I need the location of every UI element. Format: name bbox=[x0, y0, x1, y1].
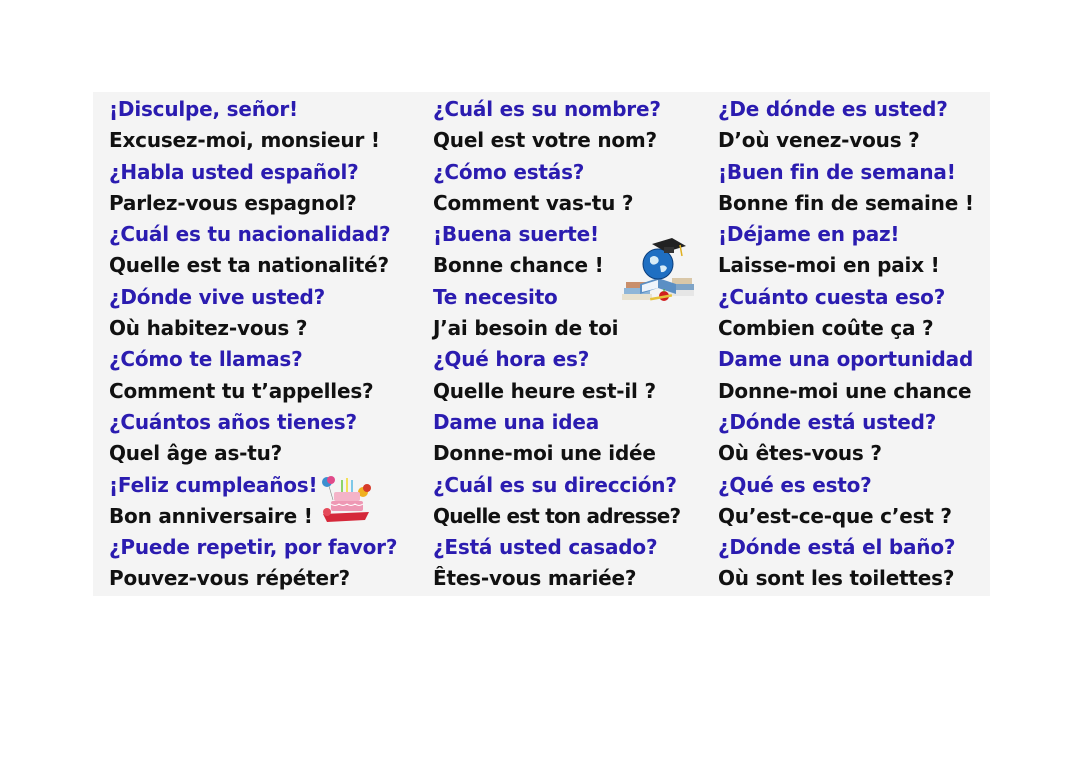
spanish-phrase: ¿Cuál es su nombre? bbox=[433, 97, 661, 121]
french-translation: Où sont les toilettes? bbox=[718, 566, 955, 591]
french-translation: Pouvez-vous répéter? bbox=[109, 566, 350, 591]
spanish-phrase: ¿Dónde está el baño? bbox=[718, 535, 956, 560]
spanish-phrase: ¿Dónde vive usted? bbox=[109, 284, 326, 309]
birthday-cake-icon bbox=[319, 474, 373, 526]
french-translation: Donne-moi une idée bbox=[433, 441, 656, 466]
french-translation: Bonne fin de semaine ! bbox=[718, 190, 974, 215]
spanish-phrase: ¡Disculpe, señor! bbox=[109, 97, 298, 121]
spanish-phrase: Dame una idea bbox=[433, 409, 600, 434]
french-translation: D’où venez-vous ? bbox=[718, 128, 920, 153]
spanish-phrase: Dame una oportunidad bbox=[718, 347, 974, 372]
phrase-column-2 bbox=[433, 94, 680, 595]
french-translation: Comment vas-tu ? bbox=[433, 190, 634, 215]
french-translation: Quel est votre nom? bbox=[433, 128, 657, 153]
spanish-phrase: ¿Cuánto cuesta eso? bbox=[718, 284, 946, 309]
french-translation: Quelle est ton adresse? bbox=[433, 503, 681, 528]
french-translation: Où êtes-vous ? bbox=[718, 441, 882, 466]
spanish-phrase: ¡Déjame en paz! bbox=[718, 222, 900, 247]
spanish-phrase: ¿Dónde está usted? bbox=[718, 409, 937, 434]
french-translation: Qu’est-ce-que c’est ? bbox=[718, 503, 952, 528]
french-translation: Comment tu t’appelles? bbox=[109, 378, 374, 403]
spanish-phrase: ¿Qué es esto? bbox=[718, 472, 872, 497]
french-translation: Parlez-vous espagnol? bbox=[109, 190, 357, 215]
french-translation: Combien coûte ça ? bbox=[718, 316, 934, 341]
french-translation: Donne-moi une chance bbox=[718, 378, 972, 403]
spanish-phrase: ¿Cómo estás? bbox=[433, 159, 585, 184]
french-translation: Laisse-moi en paix ! bbox=[718, 253, 940, 278]
spanish-phrase: ¿Cuántos años tienes? bbox=[109, 409, 357, 434]
graduation-globe-books-icon bbox=[620, 236, 696, 308]
spanish-phrase: ¿Cómo te llamas? bbox=[109, 347, 303, 372]
spanish-phrase: ¿Cuál es su dirección? bbox=[433, 472, 677, 497]
phrase-panel bbox=[93, 92, 990, 596]
french-translation: Quelle est ta nationalité? bbox=[109, 253, 389, 278]
french-translation: Bon anniversaire ! bbox=[109, 503, 313, 528]
spanish-phrase: ¿Qué hora es? bbox=[433, 347, 590, 372]
spanish-phrase: ¿Cuál es tu nacionalidad? bbox=[109, 222, 391, 247]
french-translation: Quelle heure est-il ? bbox=[433, 378, 656, 403]
french-translation: Bonne chance ! bbox=[433, 253, 604, 278]
french-translation: Où habitez-vous ? bbox=[109, 316, 308, 341]
spanish-phrase: ¿Habla usted español? bbox=[109, 159, 359, 184]
french-translation: Quel âge as-tu? bbox=[109, 441, 283, 466]
french-translation: Êtes-vous mariée? bbox=[433, 566, 637, 591]
spanish-phrase: Te necesito bbox=[433, 284, 558, 309]
french-translation: Excusez-moi, monsieur ! bbox=[109, 128, 380, 153]
spanish-phrase: ¿Puede repetir, por favor? bbox=[109, 535, 398, 560]
spanish-phrase: ¡Buen fin de semana! bbox=[718, 159, 956, 184]
french-translation: J’ai besoin de toi bbox=[433, 316, 619, 341]
phrase-column-3 bbox=[718, 94, 974, 595]
spanish-phrase: ¡Feliz cumpleaños! bbox=[109, 472, 318, 497]
spanish-phrase: ¿De dónde es usted? bbox=[718, 97, 948, 121]
spanish-phrase: ¿Está usted casado? bbox=[433, 535, 658, 560]
spanish-phrase: ¡Buena suerte! bbox=[433, 222, 599, 247]
